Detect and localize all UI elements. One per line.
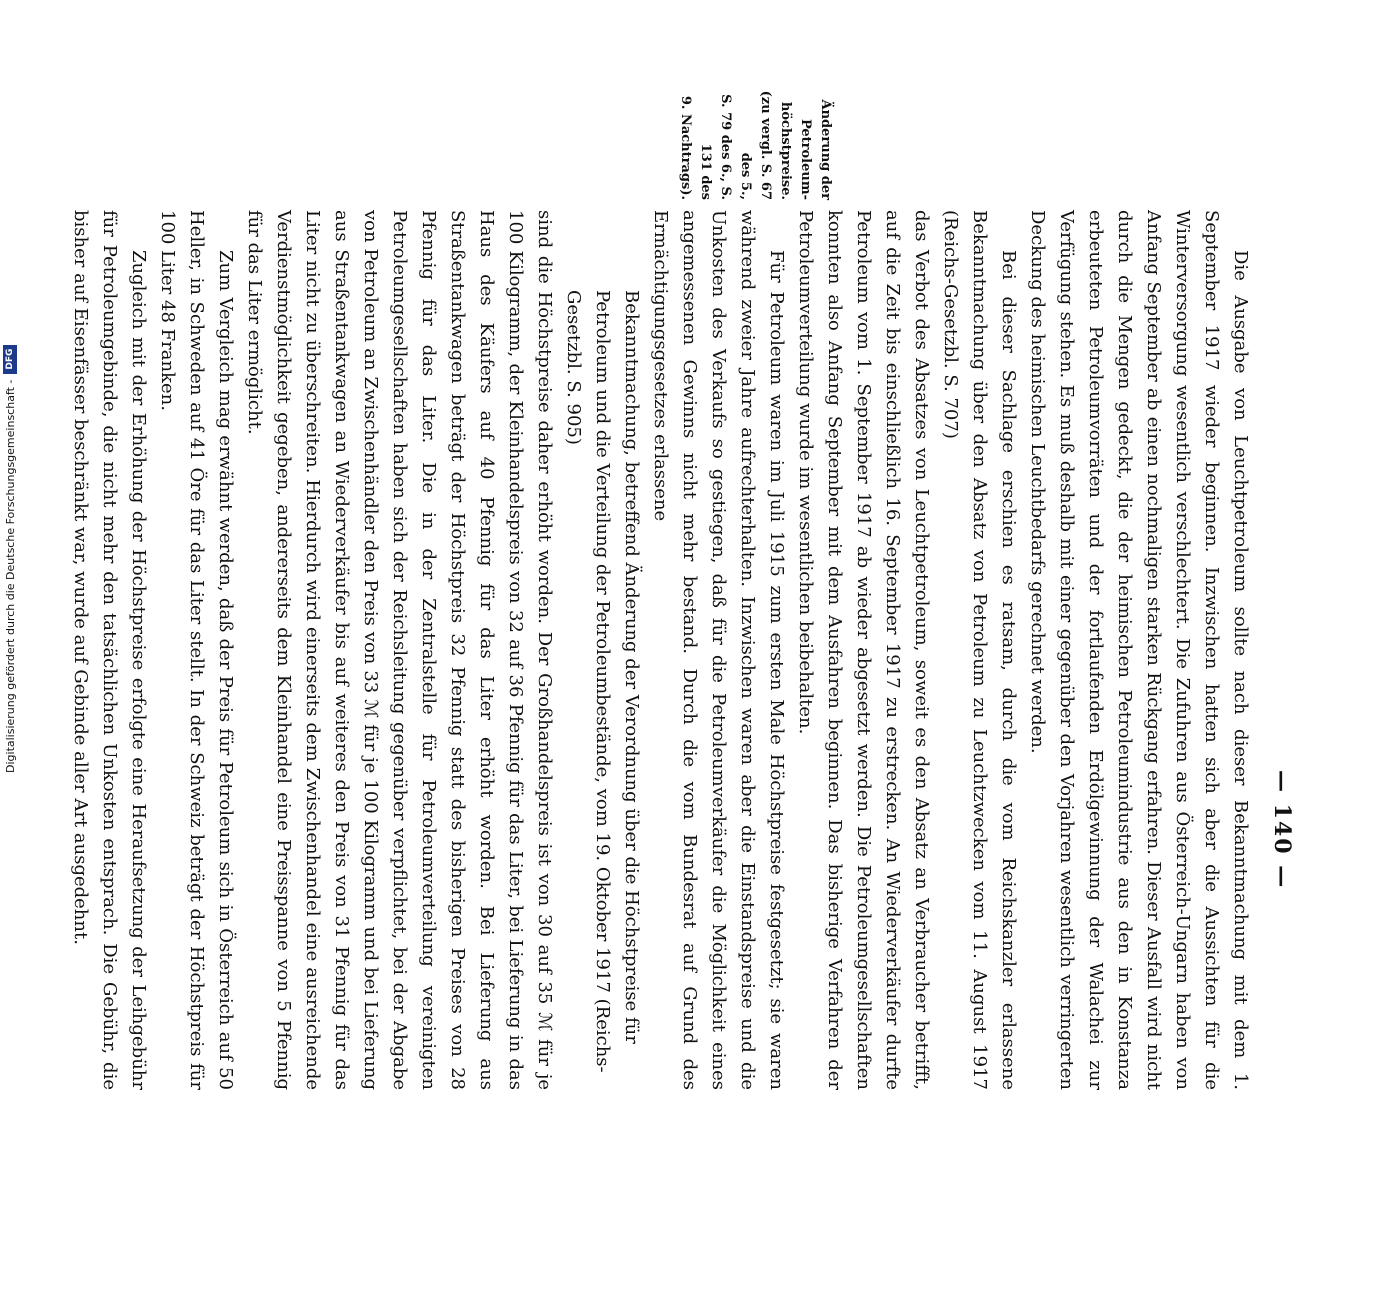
margin-note-line: (zu vergl. S. 67 des 5., — [738, 90, 773, 200]
scanned-page — [70, 90, 1295, 1310]
paragraph: das Verbot des Absatzes von Leuchtpetroleum, soweit es den Absatz an Verbraucher betrifft, auf die Zeit bis einschließlich 16. September 1917 zu erstrecken. An Wiederverkäufer durfte Petroleum vom 1. September 1917 ab wieder abgesetzt werden. Die Petroleumgesellschaften konnten also Anfang September mit dem Ausfahren beginnen. Das bisherige Verfahren der Petroleumverteilung wurde im wesentlichen beibehalten. — [795, 210, 932, 1090]
paragraph: Zugleich mit der Erhöhung der Höchstpreise erfolgte eine Heraufsetzung der Leihgebühr für Petroleumgebinde, die nicht mehr den tatsächlichen Unkosten entsprach. Die Gebühr, die bisher auf Eisenfässer beschränkt war, wurde auf Gebinde aller Art ausgedehnt. — [70, 210, 149, 1090]
paragraph: Zum Vergleich mag erwähnt werden, daß der Preis für Petroleum sich in Österreich auf 50 Heller, in Schweden auf 41 Öre für das Liter stellt. In der Schweiz beträgt der Höchstpreis für 100 Liter 48 Franken. — [157, 210, 236, 1090]
paragraph: Die Ausgabe von Leuchtpetroleum sollte nach dieser Bekanntmachung mit dem 1. September 1917 wieder beginnen. Inzwischen hatten sich aber die Aussichten für die Winterversorgung wesentlich verschlechtert. Die Zufuhren aus Österreich-Ungarn haben von Anfang September ab einen nochmaligen starken Rückgang erfahren. Dieser Ausfall wird nicht durch die Mengen gedeckt, die der heimischen Petroleumindustrie aus den in Konstanza erbeuteten Petroleumvorräten und der fortlaufenden Erdölgewinnung der Walachei zur Verfügung stehen. Es muß deshalb mit einer gegenüber den Vorjahren wesentlich verringerten Deckung des heimischen Leuchtbedarfs gerechnet werden. — [1027, 210, 1251, 1090]
footer-text: Digitalisierung gefördert durch die Deutsche Forschungsgemeinschaft - — [3, 379, 17, 773]
margin-note-line: 9. Nachtrags). — [678, 95, 693, 200]
paragraph: sind die Höchstpreise daher erhöht worden. Der Großhandelspreis ist von 30 auf 35 ℳ für je 100 Kilogramm, der Kleinhandelspreis von 32 auf 36 Pfennig für das Liter, bei Lieferung in das Haus des Käufers auf 40 Pfennig für das Liter erhöht worden. Bei Lieferung aus Straßentankwagen beträgt der Höchstpreis 32 Pfennig statt des bisherigen Preises von 28 Pfennig für das Liter. Die in der Zentralstelle für Petroleumverteilung vereinigten Petroleumgesellschaften haben sich der Reichsleitung gegenüber verpflichtet, bei der Abgabe von Petroleum an Zwischenhändler den Preis von 33 ℳ für je 100 Kilogramm und bei Lieferung aus Straßentankwagen an Wiederverkäufer bis auf weiteres den Preis von 31 Pfennig für das Liter nicht zu überschreiten. Hierdurch wird einerseits dem Zwischenhandel eine ausreichende Verdienstmöglichkeit gegeben, andererseits dem Kleinhandel eine Preisspanne von 5 Pfennig für das Liter ermöglicht. — [244, 210, 555, 1090]
page-number: — 140 — — [1269, 770, 1295, 890]
paragraph: Bei dieser Sachlage erschien es ratsam, durch die vom Reichskanzler erlassene Bekanntmachung über den Absatz von Petroleum zu Leuchtzwecken vom 11. August 1917 (Reichs-Gesetzbl. S. 707) — [940, 210, 1019, 1090]
margin-note-line: Änderung der Petroleum- — [798, 99, 833, 200]
margin-note-line: höchstpreise. — [778, 101, 793, 200]
paragraph: Bekanntmachung, betreffend Änderung der Verordnung über die Höchstpreise für Petroleum und die Verteilung der Petroleumbestände, vom 19. Oktober 1917 (Reichs-Gesetzbl. S. 905) — [563, 290, 642, 1073]
margin-note-line: S. 79 des 6., S. 131 des — [698, 94, 733, 200]
digitization-footer — [0, 0, 22, 1000]
paragraph: Für Petroleum waren im Juli 1915 zum ersten Male Höchstpreise festgesetzt; sie waren während zweier Jahre aufrechterhalten. Inzwischen waren aber die Einstandspreise und die Unkosten des Verkaufs so gestiegen, daß für die Petroleumverkäufer die Möglichkeit eines angemessenen Gewinns nicht mehr bestand. Durch die vom Bundesrat auf Grund des Ermächtigungsgesetzes erlassene — [650, 210, 787, 1090]
body-text — [66, 210, 1255, 1090]
dfg-logo: DFG — [3, 345, 17, 374]
margin-note — [675, 70, 835, 200]
